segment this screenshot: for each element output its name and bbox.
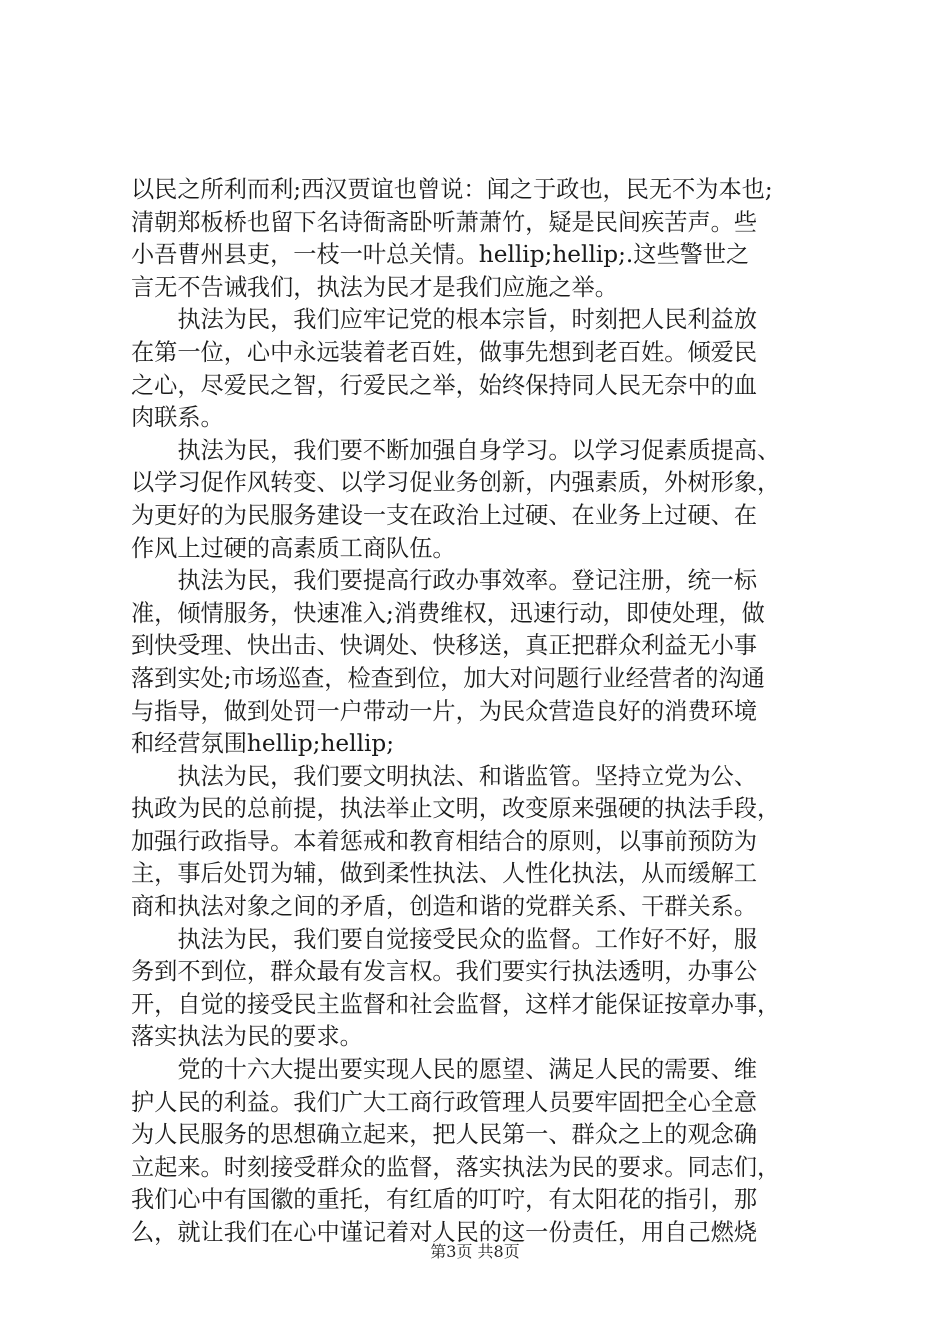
text-line: 和经营氛围hellip;hellip; <box>131 730 395 758</box>
text-line: 之心，尽爱民之智，行爱民之举，始终保持同人民无奈中的血 <box>131 371 758 399</box>
text-line: 在第一位，心中永远装着老百姓，做事先想到老百姓。倾爱民 <box>131 338 758 366</box>
text-line: 执法为民，我们要自觉接受民众的监督。工作好不好，服 <box>131 925 758 953</box>
text-line: 清朝郑板桥也留下名诗衙斋卧听萧萧竹，疑是民间疾苦声。些 <box>131 208 758 236</box>
text-line: 准，倾情服务，快速准入;消费维权，迅速行动，即使处理，做 <box>131 599 765 627</box>
document-body <box>131 174 831 1250</box>
text-line: 落到实处;市场巡查，检查到位，加大对问题行业经营者的沟通 <box>131 664 765 692</box>
text-line: 与指导，做到处罚一户带动一片，为民众营造良好的消费环境 <box>131 697 758 725</box>
page-footer: 第3页 共8页 <box>430 1242 520 1261</box>
text-line: 务到不到位，群众最有发言权。我们要实行执法透明，办事公 <box>131 958 758 986</box>
text-line: 护人民的利益。我们广大工商行政管理人员要牢固把全心全意 <box>131 1088 758 1116</box>
text-line: 到快受理、快出击、快调处、快移送，真正把群众利益无小事 <box>131 632 758 660</box>
text-line: 加强行政指导。本着惩戒和教育相结合的原则，以事前预防为 <box>131 827 758 855</box>
text-line: 肉联系。 <box>131 404 224 432</box>
text-line: 开，自觉的接受民主监督和社会监督，这样才能保证按章办事， <box>131 990 781 1018</box>
text-line: 言无不告诫我们，执法为民才是我们应施之举。 <box>131 273 618 301</box>
text-line: 落实执法为民的要求。 <box>131 1023 363 1051</box>
text-line: 执法为民，我们要提高行政办事效率。登记注册，统一标 <box>131 567 758 595</box>
text-line: 以学习促作风转变、以学习促业务创新，内强素质，外树形象， <box>131 469 781 497</box>
text-line: 作风上过硬的高素质工商队伍。 <box>131 534 456 562</box>
text-line: 为人民服务的思想确立起来，把人民第一、群众之上的观念确 <box>131 1121 758 1149</box>
text-line: 么，就让我们在心中谨记着对人民的这一份责任，用自己燃烧 <box>131 1219 758 1246</box>
text-line: 小吾曹州县吏，一枝一叶总关情。hellip;hellip;.这些警世之 <box>131 241 750 269</box>
text-line: 执政为民的总前提，执法举止文明，改变原来强硬的执法手段， <box>131 795 781 823</box>
text-line: 执法为民，我们要不断加强自身学习。以学习促素质提高、 <box>131 436 781 464</box>
text-line: 执法为民，我们要文明执法、和谐监管。坚持立党为公、 <box>131 762 758 790</box>
text-line: 主，事后处罚为辅，做到柔性执法、人性化执法，从而缓解工 <box>131 860 758 888</box>
text-line: 我们心中有国徽的重托，有红盾的叮咛，有太阳花的指引，那 <box>131 1186 758 1214</box>
text-line: 执法为民，我们应牢记党的根本宗旨，时刻把人民利益放 <box>131 306 758 334</box>
text-line: 为更好的为民服务建设一支在政治上过硬、在业务上过硬、在 <box>131 501 758 529</box>
text-line: 以民之所利而利;西汉贾谊也曾说：闻之于政也，民无不为本也; <box>131 176 773 203</box>
text-line: 商和执法对象之间的矛盾，创造和谐的党群关系、干群关系。 <box>131 893 758 921</box>
text-line: 立起来。时刻接受群众的监督，落实执法为民的要求。同志们， <box>131 1153 781 1181</box>
text-line: 党的十六大提出要实现人民的愿望、满足人民的需要、维 <box>131 1056 758 1084</box>
